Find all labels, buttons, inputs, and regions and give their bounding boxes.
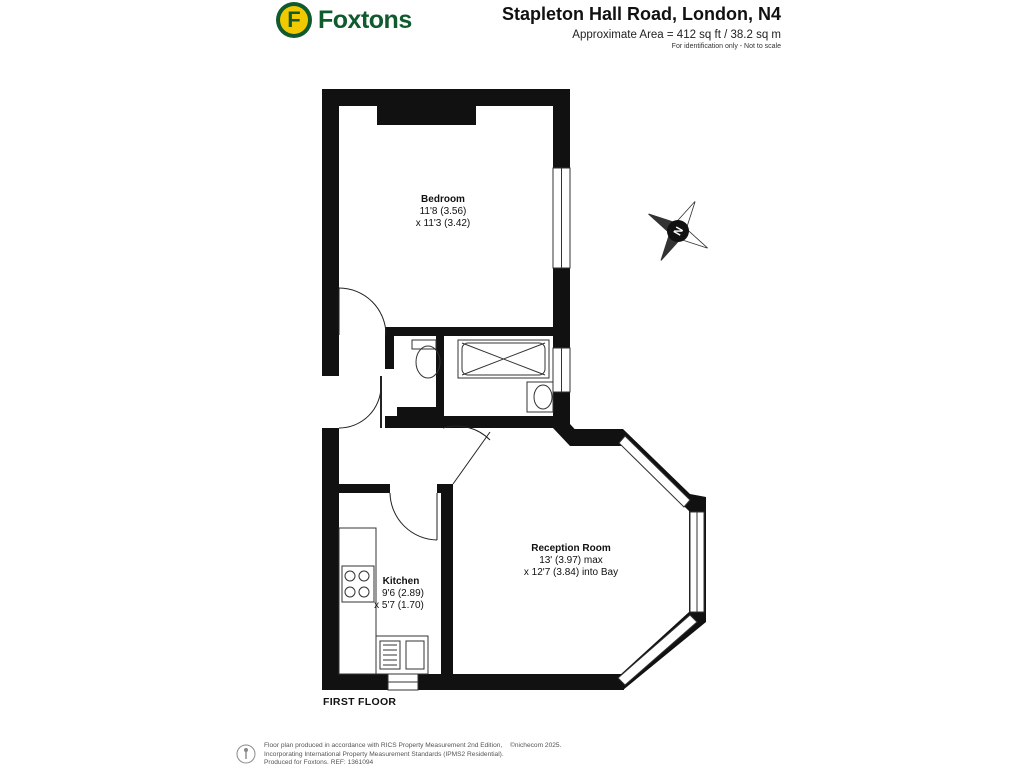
reception-dimension-2: x 12'7 (3.84) into Bay bbox=[523, 567, 619, 578]
kitchen-dimension-1: 9'6 (2.89) bbox=[382, 588, 424, 599]
footer-notes bbox=[264, 742, 504, 768]
logo-letter: F bbox=[280, 6, 308, 34]
kitchen-window bbox=[388, 674, 418, 690]
compass-north-label: N bbox=[671, 225, 687, 238]
logo-text: Foxtons bbox=[318, 5, 412, 34]
kitchen-dimension-2: x 5'7 (1.70) bbox=[374, 600, 424, 611]
footer-line-3: Produced for Foxtons. REF: 1361094 bbox=[264, 759, 374, 766]
bedroom-name: Bedroom bbox=[421, 194, 465, 205]
footer-line-1: Floor plan produced in accordance with RICS Property Measurement 2nd Edition, bbox=[264, 742, 503, 749]
ipms-badge-icon bbox=[236, 742, 256, 766]
reception-name: Reception Room bbox=[531, 543, 611, 554]
north-compass-icon bbox=[632, 185, 725, 278]
kitchen-name: Kitchen bbox=[382, 576, 420, 587]
footer-line-2: Incorporating International Property Measurement Standards (IPMS2 Residential). bbox=[264, 750, 504, 758]
bedroom-dimension-2: x 11'3 (3.42) bbox=[415, 218, 471, 229]
floor-label: FIRST FLOOR bbox=[323, 696, 397, 708]
property-address: Stapleton Hall Road, London, N4 bbox=[502, 4, 781, 24]
bedroom-dimension-1: 11'8 (3.56) bbox=[419, 206, 467, 217]
bathroom-window bbox=[553, 348, 570, 392]
bedroom-window bbox=[553, 168, 570, 268]
exterior-walls bbox=[322, 89, 624, 690]
interior-walls bbox=[339, 327, 570, 690]
approximate-area: Approximate Area = 412 sq ft / 38.2 sq m bbox=[572, 29, 781, 41]
bathroom-fixtures bbox=[412, 340, 553, 412]
footer bbox=[236, 742, 561, 768]
footer-credit: ©nichecom 2025. bbox=[510, 742, 562, 749]
identification-note: For identification only - Not to scale bbox=[671, 43, 781, 50]
room-labels bbox=[374, 194, 618, 611]
reception-dimension-1: 13' (3.97) max bbox=[539, 555, 603, 566]
